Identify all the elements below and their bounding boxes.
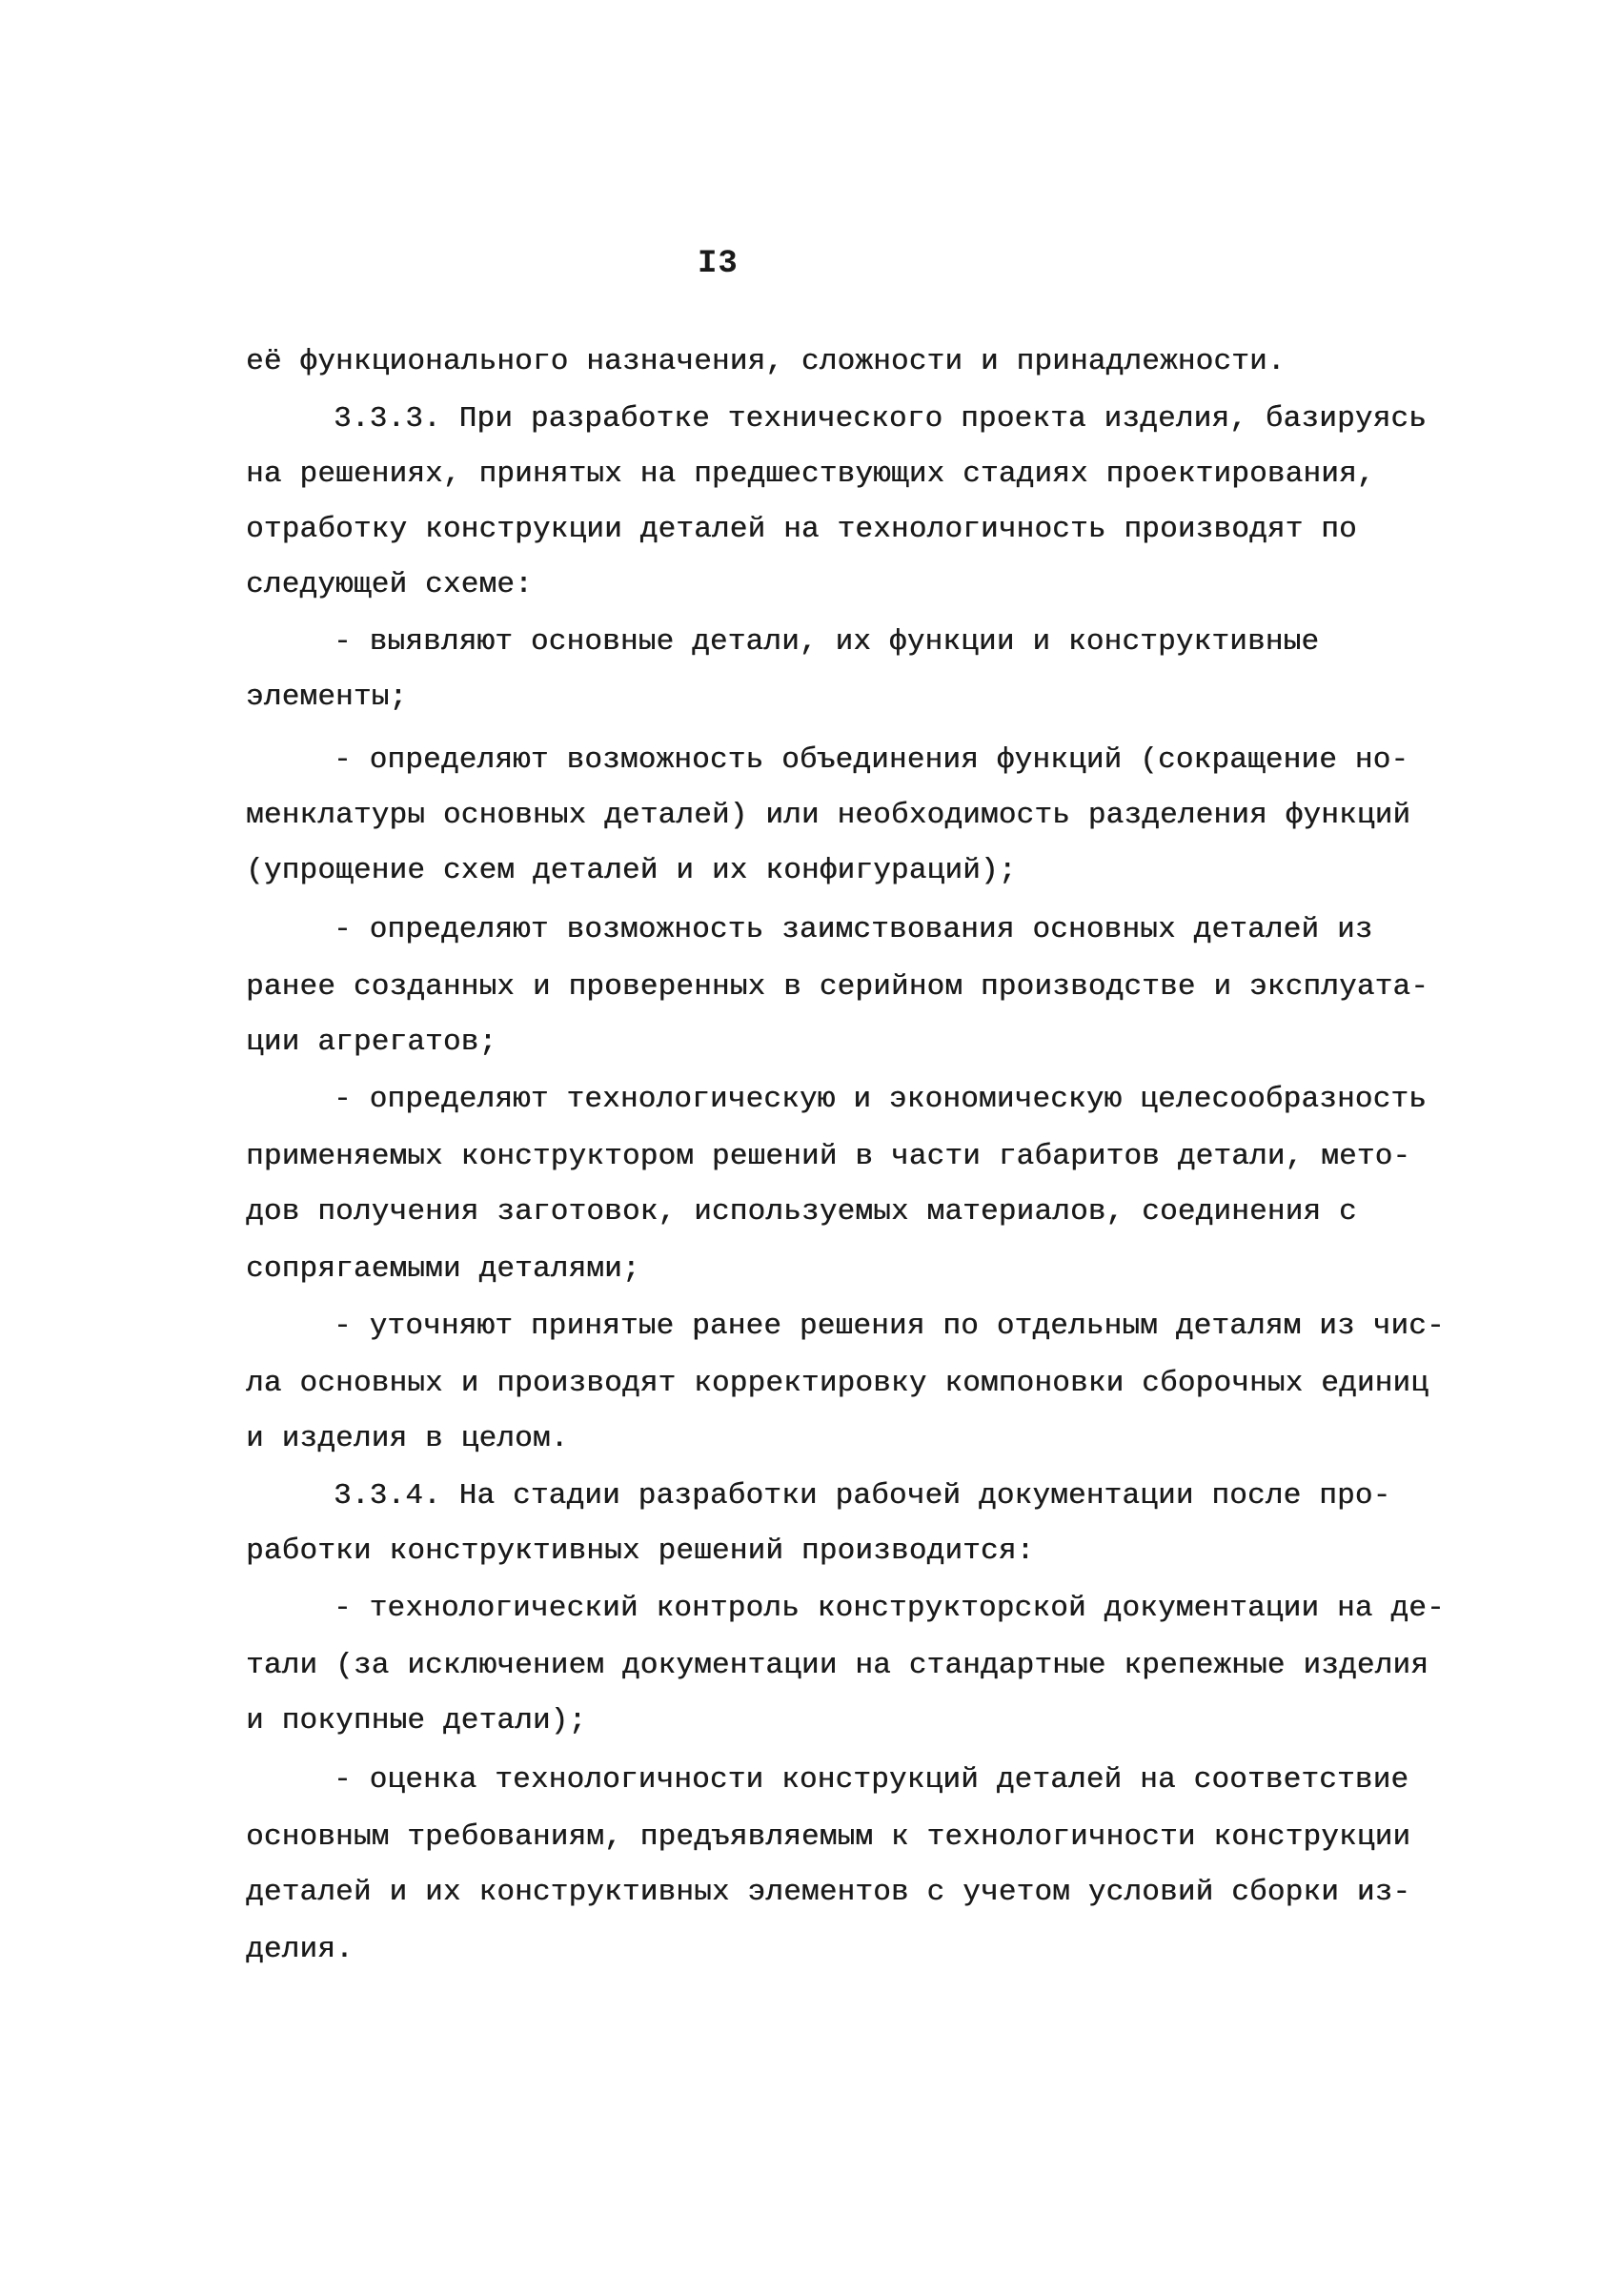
text-line: и изделия в целом.: [246, 1422, 569, 1455]
text-line: ранее созданных и проверенных в серийном производстве и эксплуата-: [246, 970, 1429, 1004]
text-line: и покупные детали);: [246, 1704, 587, 1737]
text-line: работки конструктивных решений производится:: [246, 1534, 1035, 1568]
text-line: - оценка технологичности конструкций деталей на соответствие: [334, 1763, 1409, 1797]
text-line: - выявляют основные детали, их функции и конструктивные: [334, 625, 1320, 659]
text-line: тали (за исключением документации на стандартные крепежные изделия: [246, 1649, 1429, 1682]
text-line: ла основных и производят корректировку компоновки сборочных единиц: [246, 1367, 1429, 1400]
page-number: I3: [698, 246, 739, 282]
text-line: следующей схеме:: [246, 568, 533, 601]
text-line: применяемых конструктором решений в части габаритов детали, мето-: [246, 1140, 1411, 1173]
text-line: сопрягаемыми деталями;: [246, 1252, 640, 1286]
text-line: отработку конструкции деталей на технологичность производят по: [246, 513, 1357, 546]
text-line: - определяют возможность заимствования основных деталей из: [334, 913, 1373, 946]
text-line: ции агрегатов;: [246, 1026, 497, 1059]
text-line: 3.3.4. На стадии разработки рабочей документации после про-: [334, 1479, 1391, 1513]
text-line: основным требованиям, предъявляемым к технологичности конструкции: [246, 1820, 1411, 1854]
text-line: 3.3.3. При разработке технического проекта изделия, базируясь: [334, 402, 1427, 436]
text-line: дов получения заготовок, используемых материалов, соединения с: [246, 1195, 1357, 1229]
text-line: - определяют возможность объединения функций (сокращение но-: [334, 743, 1409, 777]
text-line: её функционального назначения, сложности и принадлежности.: [246, 345, 1286, 378]
text-line: делия.: [246, 1933, 354, 1966]
text-line: элементы;: [246, 681, 408, 714]
text-line: - технологический контроль конструкторской документации на де-: [334, 1592, 1445, 1625]
text-line: (упрощение схем деталей и их конфигураций);: [246, 854, 1017, 887]
text-line: менклатуры основных деталей) или необходимость разделения функций: [246, 799, 1411, 832]
text-line: деталей и их конструктивных элементов с учетом условий сборки из-: [246, 1876, 1411, 1909]
text-line: - уточняют принятые ранее решения по отдельным деталям из чис-: [334, 1310, 1445, 1343]
text-line: на решениях, принятых на предшествующих стадиях проектирования,: [246, 457, 1375, 491]
text-line: - определяют технологическую и экономическую целесообразность: [334, 1083, 1427, 1116]
